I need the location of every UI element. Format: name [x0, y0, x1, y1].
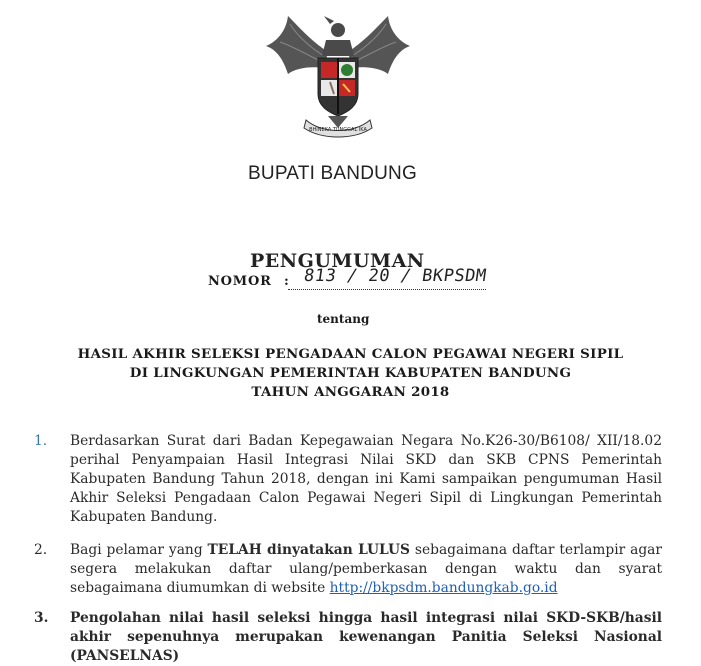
subject-line: HASIL AKHIR SELEKSI PENGADAAN CALON PEGAWAI NEGERI SIPIL — [77, 346, 624, 362]
document-number-row — [208, 266, 508, 296]
item-number: 3. — [34, 610, 49, 626]
item-number: 1. — [34, 433, 48, 449]
announcement-subject — [0, 345, 701, 402]
issuer-title: BUPATI BANDUNG — [248, 163, 417, 184]
svg-text:BHINEKA TUNGGAL IKA: BHINEKA TUNGGAL IKA — [309, 127, 367, 133]
item-text: sebagaimana daftar terlampir agar segera melakukan daftar ulang/pemberkasan dengan waktu dan syarat sebagaimana diumumkan di website — [70, 542, 662, 596]
website-link[interactable]: http://bkpsdm.bandungkab.go.id — [329, 580, 558, 596]
list-item — [34, 541, 662, 598]
tentang-label: tentang — [317, 312, 370, 326]
nomor-colon: : — [284, 274, 289, 289]
garuda-emblem-icon — [258, 12, 418, 140]
announcement-items — [34, 432, 662, 666]
item-text: Pengolahan nilai hasil seleksi hingga hasil integrasi nilai SKD-SKB/hasil akhir sepenuhnya merupakan kewenangan Panitia Seleksi Nasional (PANSELNAS) — [70, 610, 662, 664]
item-text-bold: TELAH dinyatakan LULUS — [207, 542, 410, 558]
item-text: Berdasarkan Surat dari Badan Kepegawaian Negara No.K26-30/B6108/ XII/18.02 perihal Penyampaian Hasil Integrasi Nilai SKD dan SKB CPNS Pemerintah Kabupaten Bandung Tahun 2018, dengan ini Kami sampaikan pengumuman Hasil Akhir Seleksi Pengadaan Calon Pegawai Negeri Sipil di Lingkungan Pemerintah Kabupaten Bandung. — [70, 433, 662, 525]
nomor-label: NOMOR — [208, 274, 272, 289]
subject-line: TAHUN ANGGARAN 2018 — [251, 384, 450, 400]
item-text: Bagi pelamar yang — [70, 542, 208, 558]
nomor-dotted-line — [288, 289, 486, 290]
list-item — [34, 609, 662, 666]
list-item — [34, 432, 662, 527]
subject-line: DI LINGKUNGAN PEMERINTAH KABUPATEN BANDUNG — [129, 365, 572, 381]
item-number: 2. — [34, 542, 48, 558]
document-title: PENGUMUMAN — [250, 250, 425, 272]
nomor-handwritten-value: 813 / 20 / BKPSDM — [302, 266, 488, 286]
